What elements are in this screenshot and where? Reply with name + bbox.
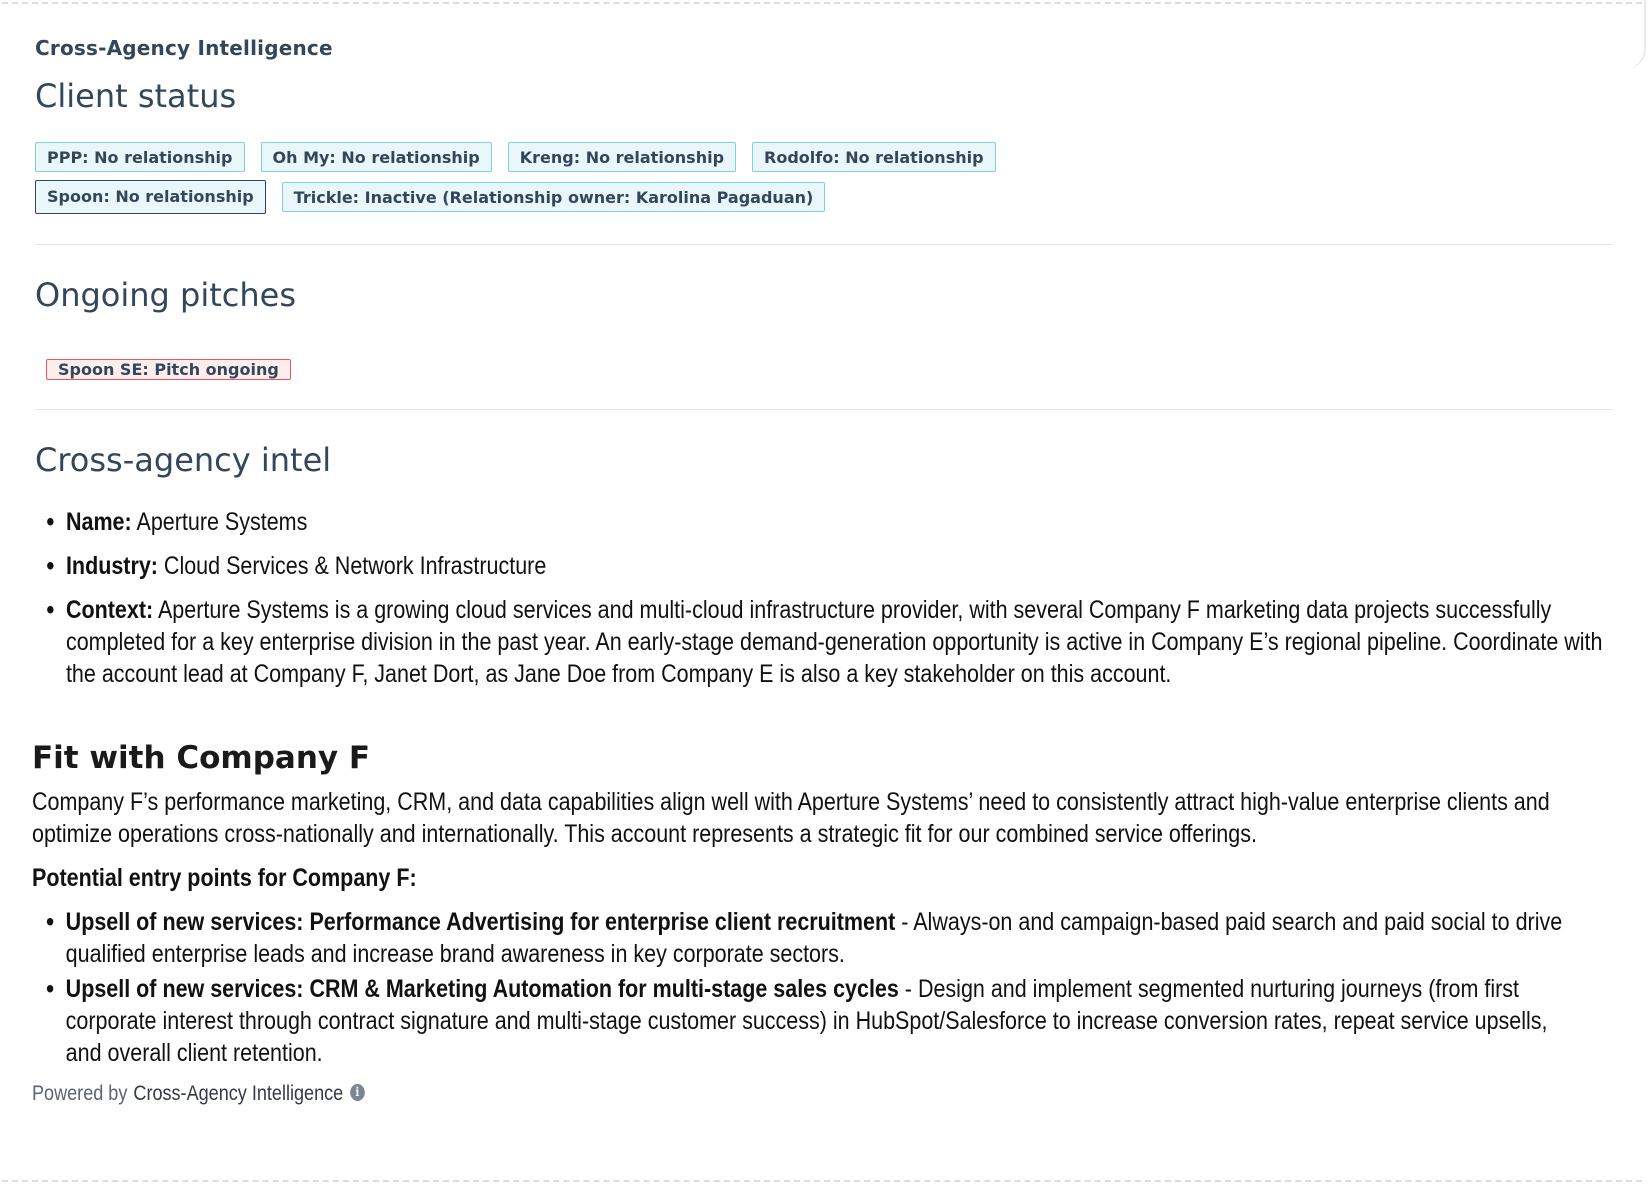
list-item: [35, 594, 1605, 690]
intel-value: Aperture Systems is a growing cloud services and multi-cloud infrastructure provider, with several Company F marketing data projects successfully completed for a key enterprise division in the past year. An early-stage demand-generation opportunity is active in Company E’s regional pipeline. Coordinate with the account lead at Company F, Janet Dort, as Jane Doe from Company E is also a key stakeholder on this account.: [65, 596, 1603, 688]
footer-prefix: Powered by: [32, 1082, 128, 1105]
status-tag-kreng[interactable]: Kreng: No relationship: [508, 142, 736, 172]
section-divider: [35, 244, 1613, 245]
intel-value: Aperture Systems: [136, 508, 308, 536]
ongoing-pitches-heading: Ongoing pitches: [35, 276, 296, 314]
status-tag-rodolfo[interactable]: Rodolfo: No relationship: [752, 142, 996, 172]
footer-brand[interactable]: Cross-Agency Intelligence: [133, 1082, 344, 1105]
intel-label: Context:: [65, 596, 154, 624]
cross-agency-intel-heading: Cross-agency intel: [35, 441, 332, 479]
entry-value: - Design and implement segmented nurturing journeys (from first corporate interest through contract signature and multi-stage customer success) in HubSpot/Salesforce to increase conversion rates, repeat service upsells, and overall client retention.: [65, 975, 1548, 1067]
pitch-tags: [46, 355, 1613, 385]
status-tag-spoon[interactable]: Spoon: No relationship: [35, 180, 266, 214]
intel-label: Industry:: [65, 552, 158, 580]
fit-text: Company F’s performance marketing, CRM, and data capabilities align well with Aperture Systems’ need to consistently attract high-value enterprise clients and optimize operations cross-nationally and internationally. This account represents a strategic fit for our combined service offerings.: [32, 788, 1550, 848]
intel-label: Name:: [65, 508, 132, 536]
entry-points-title: Potential entry points for Company F:: [32, 864, 417, 892]
info-icon[interactable]: i: [350, 1084, 365, 1101]
list-item: [33, 906, 1572, 970]
intel-list: [35, 506, 1605, 702]
entry-label: Upsell of new services: CRM & Marketing Automation for multi-stage sales cycles: [65, 975, 899, 1003]
powered-by-footer: [32, 1082, 365, 1106]
cross-agency-card: [35, 28, 1613, 482]
list-item: [35, 550, 1605, 582]
panel-edge: [1622, 0, 1646, 70]
intel-value: Cloud Services & Network Infrastructure: [163, 552, 547, 580]
entry-label: Upsell of new services: Performance Advertising for enterprise client recruitment: [65, 908, 896, 936]
entry-value: - Always-on and campaign-based paid search and paid social to drive qualified enterprise leads and increase brand awareness in key corporate sectors.: [65, 908, 1563, 968]
card-title: Cross-Agency Intelligence: [35, 36, 333, 60]
section-divider: [35, 409, 1613, 410]
status-tag-trickle[interactable]: Trickle: Inactive (Relationship owner: Karolina Pagaduan): [282, 182, 826, 212]
client-status-heading: Client status: [35, 77, 237, 115]
pitch-tag-spoon-se[interactable]: Spoon SE: Pitch ongoing: [46, 359, 291, 380]
list-item: [35, 506, 1605, 538]
client-status-tags: [35, 142, 1235, 214]
list-item: [33, 973, 1572, 1069]
status-tag-oh-my[interactable]: Oh My: No relationship: [261, 142, 492, 172]
fit-heading: Fit with Company F: [32, 740, 371, 776]
status-tag-ppp[interactable]: PPP: No relationship: [35, 142, 245, 172]
entry-points-list: [33, 906, 1572, 1072]
